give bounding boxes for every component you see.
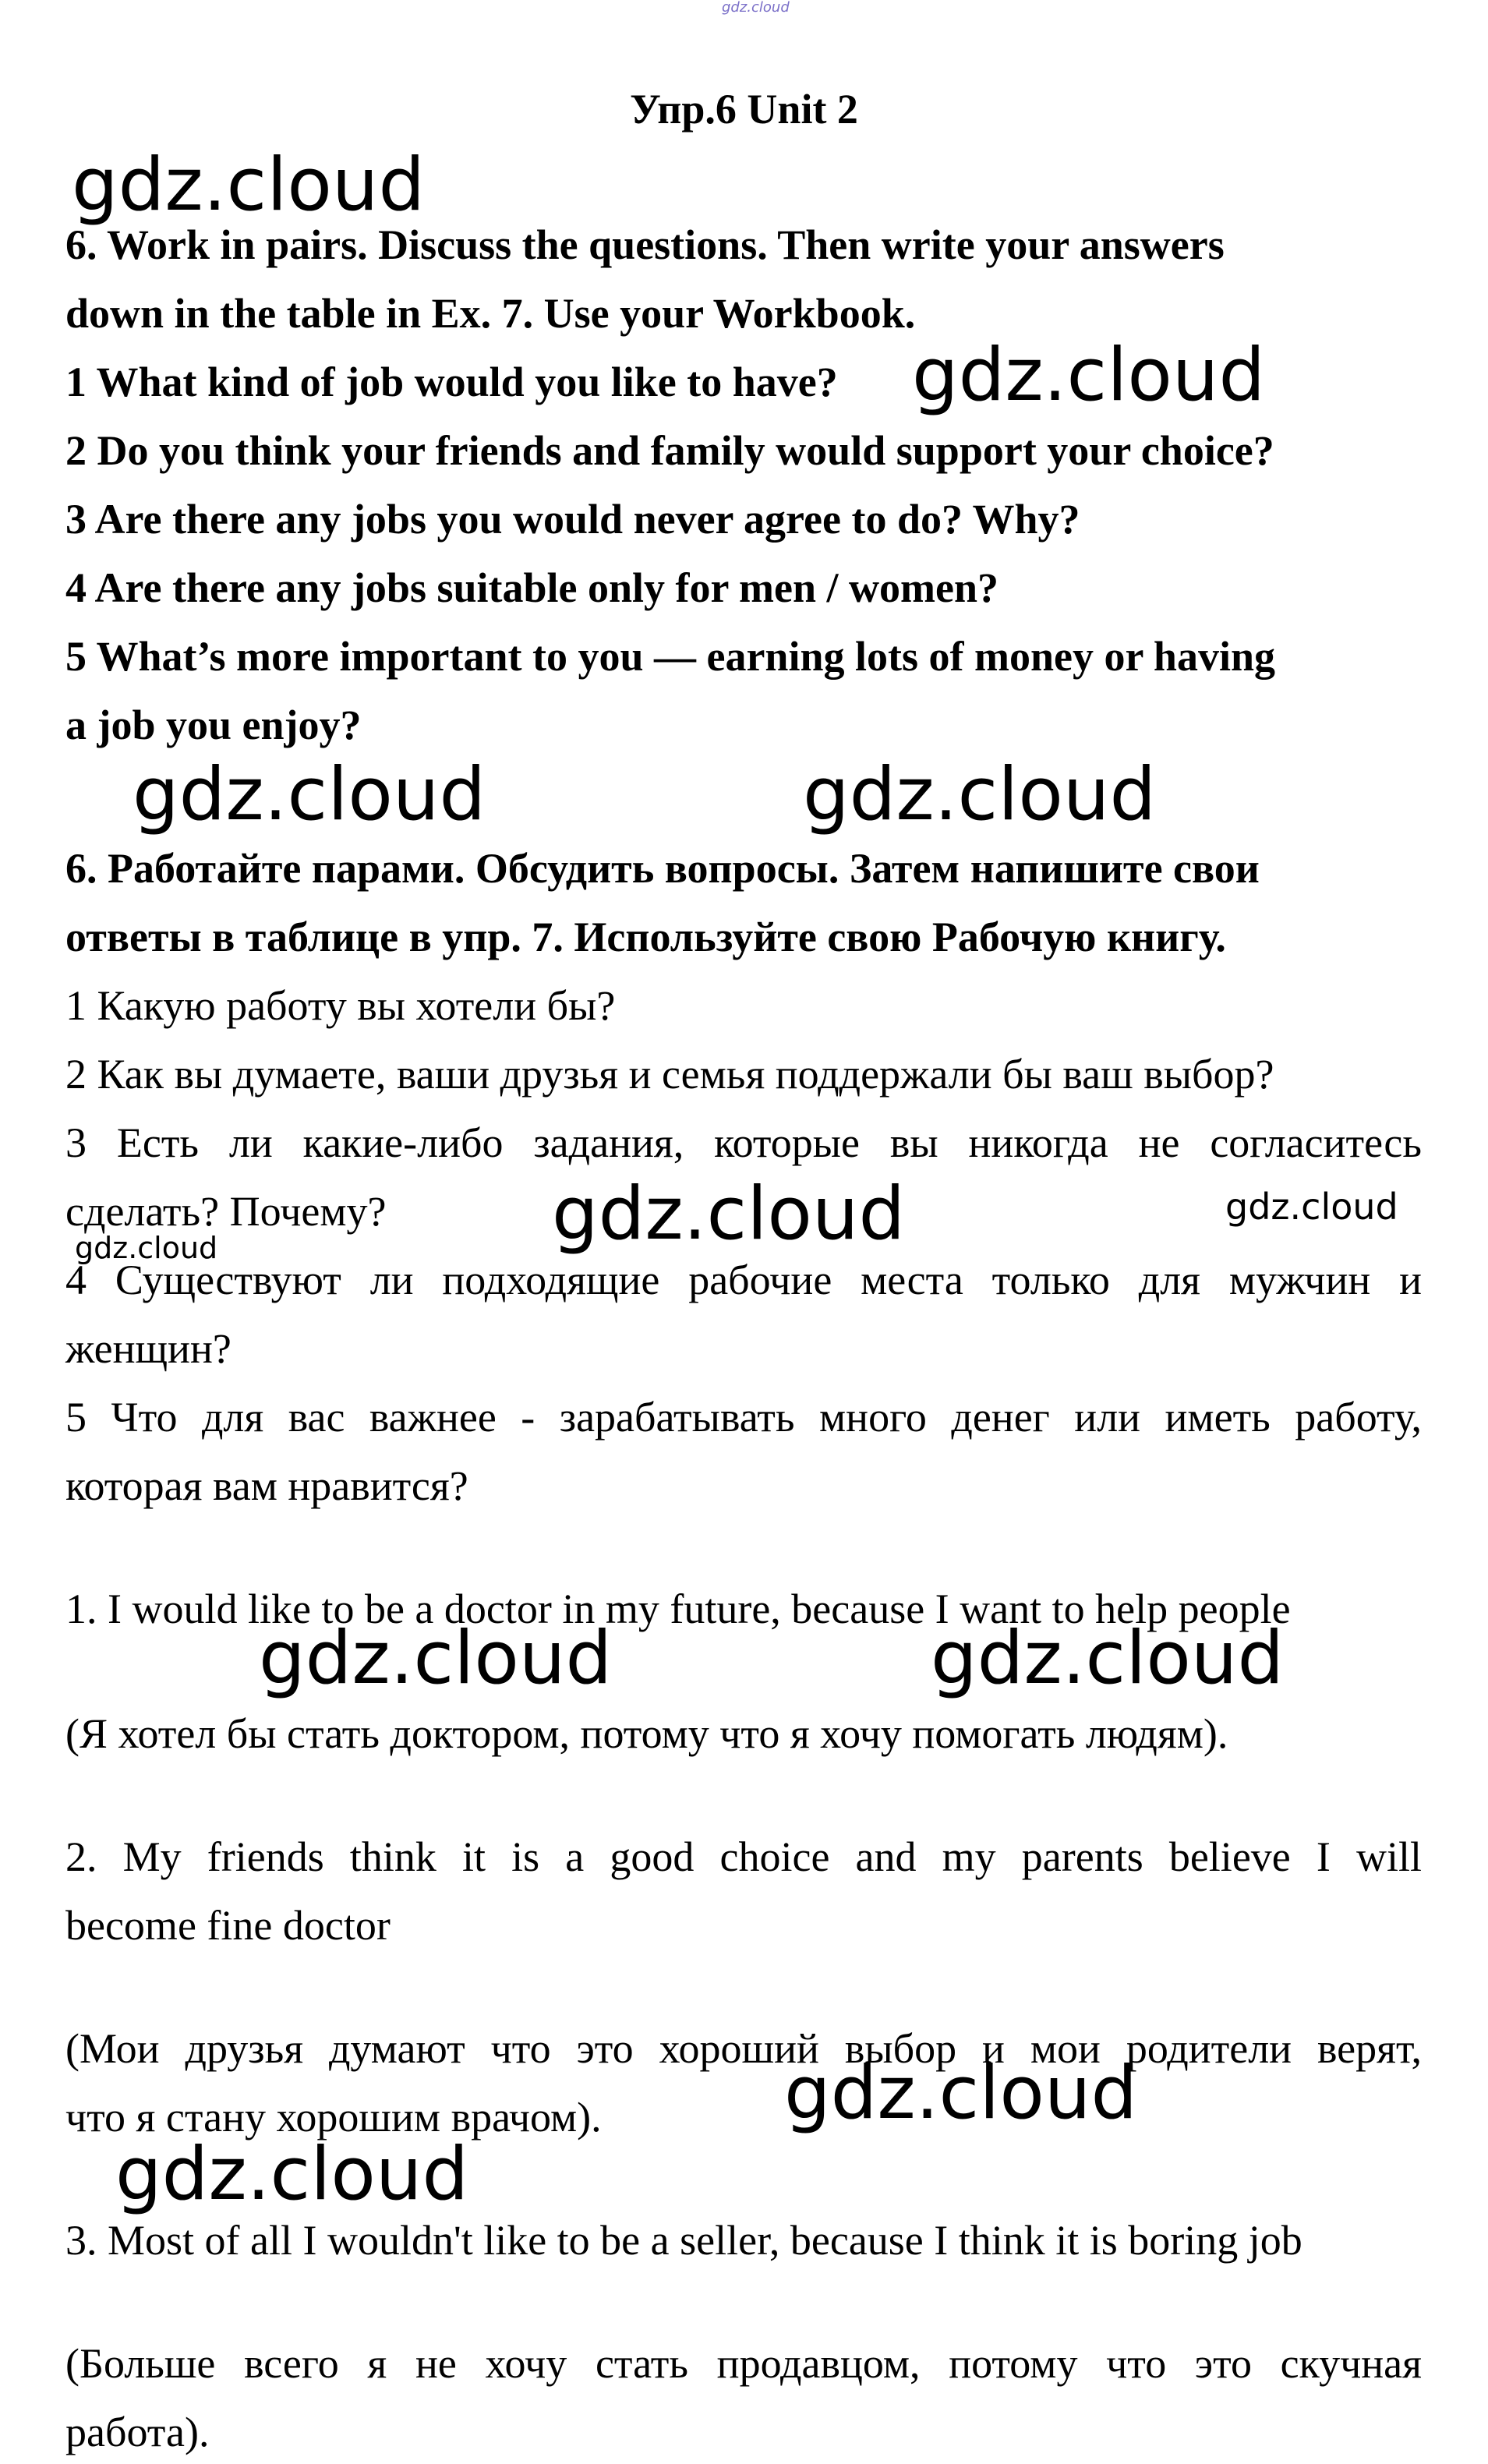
watermark: gdz.cloud bbox=[912, 333, 1266, 418]
watermark: gdz.cloud bbox=[115, 2132, 469, 2217]
watermark: gdz.cloud bbox=[1225, 1186, 1398, 1228]
answer-2-en-line-2: become fine doctor bbox=[65, 1902, 391, 1949]
answer-3-ru-line-2: работа). bbox=[65, 2409, 210, 2455]
watermark: gdz.cloud bbox=[259, 1616, 613, 1701]
task-en-question-5-line-2: a job you enjoy? bbox=[65, 702, 362, 748]
page-title: Упр.6 Unit 2 bbox=[630, 86, 858, 133]
task-ru-line-1: 6. Работайте парами. Обсудить вопросы. Затем напишите свои bbox=[65, 845, 1260, 892]
task-ru-question-5-line-2: которая вам нравится? bbox=[65, 1462, 468, 1509]
answer-3-en: 3. Most of all I wouldn't like to be a seller, because I think it is boring job bbox=[65, 2217, 1302, 2264]
task-ru-question-5-line-1: 5 Что для вас важнее - зарабатывать много денег или иметь работу, bbox=[65, 1394, 1422, 1441]
watermark: gdz.cloud bbox=[784, 2051, 1138, 2136]
task-ru-line-2: ответы в таблице в упр. 7. Используйте свою Рабочую книгу. bbox=[65, 914, 1226, 960]
answer-1-en: 1. I would like to be a doctor in my future, because I want to help people bbox=[65, 1586, 1291, 1632]
task-ru-question-1: 1 Какую работу вы хотели бы? bbox=[65, 982, 616, 1029]
answer-3-ru-line-1: (Больше всего я не хочу стать продавцом, потому что это скучная bbox=[65, 2340, 1422, 2387]
task-en-line-1: 6. Work in pairs. Discuss the questions. Then write your answers bbox=[65, 221, 1225, 268]
watermark: gdz.cloud bbox=[552, 1172, 906, 1257]
task-ru-question-3-line-1: 3 Есть ли какие-либо задания, которые вы никогда не согласитесь bbox=[65, 1119, 1422, 1166]
watermark: gdz.cloud bbox=[931, 1616, 1285, 1701]
watermark: gdz.cloud bbox=[133, 752, 486, 837]
answer-2-en-line-1: 2. My friends think it is a good choice and my parents believe I will bbox=[65, 1833, 1422, 1880]
task-en-question-3: 3 Are there any jobs you would never agree to do? Why? bbox=[65, 496, 1080, 543]
task-ru-question-3-line-2: сделать? Почему? bbox=[65, 1188, 387, 1235]
task-en-line-2: down in the table in Ex. 7. Use your Workbook. bbox=[65, 290, 916, 337]
task-ru-question-4-line-1: 4 Существуют ли подходящие рабочие места только для мужчин и bbox=[65, 1257, 1422, 1303]
watermark: gdz.cloud bbox=[803, 752, 1157, 837]
watermark: gdz.cloud bbox=[75, 1231, 218, 1265]
task-en-question-5-line-1: 5 What’s more important to you — earning lots of money or having bbox=[65, 633, 1275, 680]
task-ru-question-2: 2 Как вы думаете, ваши друзья и семья поддержали бы ваш выбор? bbox=[65, 1051, 1274, 1098]
answer-2-ru-line-1: (Мои друзья думают что это хороший выбор и мои родители верят, bbox=[65, 2025, 1422, 2072]
task-en-question-2: 2 Do you think your friends and family would support your choice? bbox=[65, 427, 1274, 474]
answer-1-ru: (Я хотел бы стать доктором, потому что я хочу помогать людям). bbox=[65, 1710, 1228, 1757]
task-en-question-1: 1 What kind of job would you like to have? bbox=[65, 359, 838, 405]
answer-2-ru-line-2: что я стану хорошим врачом). bbox=[65, 2094, 602, 2141]
top-watermark: gdz.cloud bbox=[722, 0, 790, 16]
task-ru-question-4-line-2: женщин? bbox=[65, 1325, 232, 1372]
watermark: gdz.cloud bbox=[72, 143, 426, 228]
task-en-question-4: 4 Are there any jobs suitable only for men / women? bbox=[65, 564, 998, 611]
